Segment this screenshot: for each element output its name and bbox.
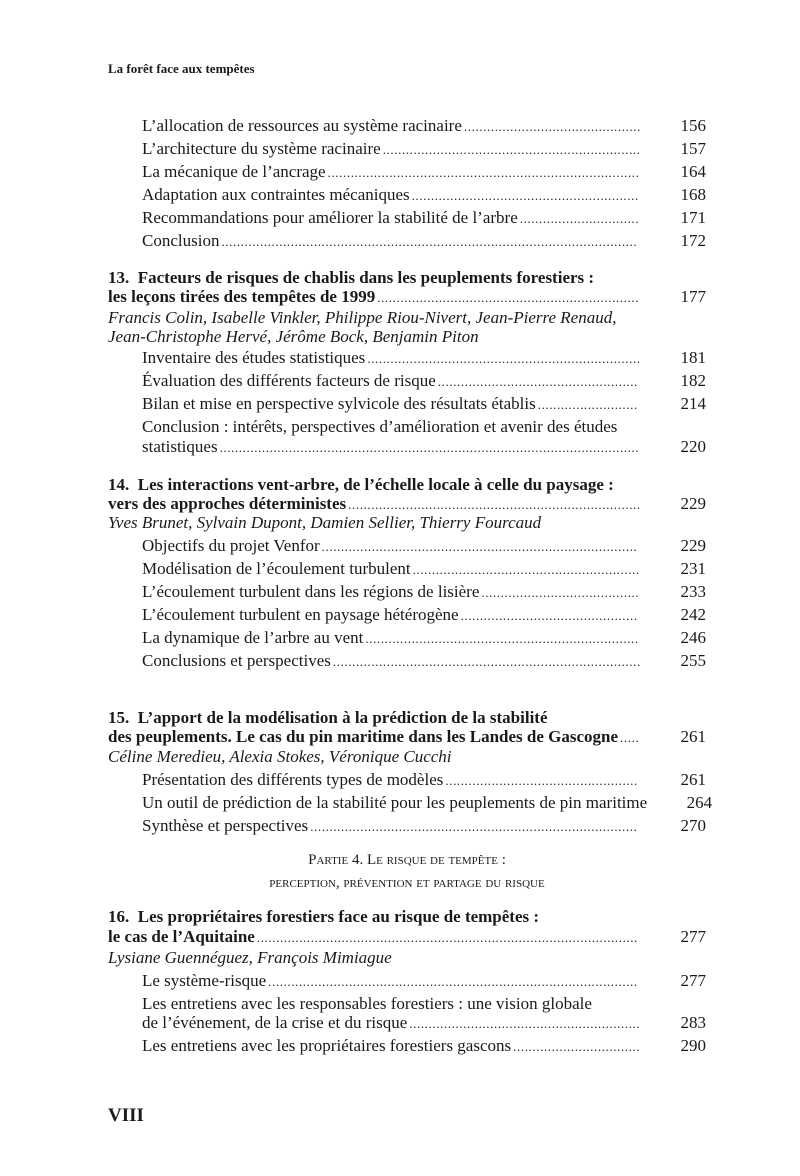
text-content: les leçons tirées des tempêtes de 1999 — [108, 287, 376, 306]
line-text — [142, 232, 219, 250]
page-ref: 168 — [680, 185, 706, 204]
line-text — [269, 874, 544, 892]
page-ref: 231 — [680, 559, 706, 578]
line-text — [142, 560, 411, 578]
page-ref: 277 — [680, 927, 706, 946]
text-content: L’écoulement turbulent en paysage hétérogène — [142, 605, 459, 624]
dot-leader: .............................................. — [460, 608, 638, 623]
text-content: Le système-risque — [142, 971, 267, 990]
toc-entry — [142, 232, 706, 250]
toc-entry — [142, 372, 706, 390]
chapter-authors — [108, 309, 706, 327]
text-content: Les propriétaires forestiers face au risque de tempêtes : — [137, 907, 540, 926]
page-ref: 229 — [680, 536, 706, 555]
text-content: La dynamique de l’arbre au vent — [142, 628, 364, 647]
chapter-title — [108, 908, 706, 926]
text-content: vers des approches déterministes — [108, 494, 347, 513]
dot-leader: ................................. — [513, 1039, 641, 1054]
toc-entry — [142, 629, 706, 647]
page-ref: 172 — [680, 231, 706, 250]
toc-entry — [142, 438, 706, 456]
line-text — [142, 629, 363, 647]
toc-entry — [142, 771, 706, 789]
text-content: perception, prévention et partage du risque — [269, 875, 545, 891]
line-text — [142, 583, 479, 601]
page-ref: 220 — [680, 437, 706, 456]
text-content: Conclusion — [142, 231, 220, 250]
dot-leader: ......................................... — [481, 585, 640, 600]
part-heading — [108, 851, 706, 869]
page-ref: 164 — [680, 162, 706, 181]
line-text — [108, 748, 452, 766]
chapter-authors — [108, 949, 706, 967]
text-content: Recommandations pour améliorer la stabilité de l’arbre — [142, 208, 518, 227]
text-content: Conclusions et perspectives — [142, 651, 331, 670]
toc-entry — [142, 583, 706, 601]
toc-entry — [142, 606, 706, 624]
page-ref: 177 — [680, 287, 706, 306]
page-ref: 270 — [680, 816, 706, 835]
dot-leader: ............................................................................................................ — [221, 234, 638, 249]
line-text — [108, 495, 346, 513]
dot-leader: ....................................................................... — [367, 351, 641, 366]
chapter-title — [108, 495, 706, 513]
page-ref: 277 — [680, 971, 706, 990]
text-content: Évaluation des différents facteurs de risque — [142, 371, 436, 390]
chapter-number: 16. — [108, 907, 130, 926]
dot-leader: ........................................................... — [412, 562, 640, 577]
toc-entry — [142, 1014, 706, 1032]
page-ref: 229 — [680, 494, 706, 513]
line-text — [142, 438, 218, 456]
dot-leader: .................................................................................. — [321, 539, 638, 554]
text-content: le cas de l’Aquitaine — [108, 927, 255, 946]
toc-entry — [142, 560, 706, 578]
page-ref: 264 — [686, 793, 713, 812]
text-content: L’architecture du système racinaire — [142, 139, 381, 158]
line-text — [142, 652, 331, 670]
dot-leader: ....................................................................... — [365, 631, 639, 646]
chapter-title — [108, 476, 706, 494]
line-text — [142, 209, 518, 227]
dot-leader: ............................................................ — [409, 1016, 641, 1031]
toc-entry — [142, 395, 706, 413]
toc-entry — [142, 972, 706, 990]
page-ref: 171 — [680, 208, 706, 227]
chapter-title — [108, 288, 706, 306]
part-heading — [108, 874, 706, 892]
toc-entry — [142, 1037, 706, 1055]
dot-leader: .............................................. — [463, 119, 641, 134]
line-text — [108, 328, 479, 346]
dot-leader: .......................... — [537, 397, 638, 412]
chapter-title — [108, 709, 706, 727]
toc-entry — [142, 995, 706, 1013]
line-text — [108, 908, 539, 926]
text-content: Objectifs du projet Venfor — [142, 536, 320, 555]
toc-entry — [142, 209, 706, 227]
dot-leader: ..................................................................................... — [310, 819, 638, 834]
toc-entry — [142, 817, 706, 835]
line-text — [142, 817, 308, 835]
text-content: Bilan et mise en perspective sylvicole des résultats établis — [142, 394, 536, 413]
running-head: La forêt face aux tempêtes — [108, 61, 255, 76]
page-ref: 181 — [680, 348, 706, 367]
text-content: Francis Colin, Isabelle Vinkler, Philippe Riou-Nivert, Jean-Pierre Renaud, — [108, 308, 617, 327]
line-text — [142, 349, 365, 367]
toc-entry — [142, 117, 706, 135]
page-ref: 261 — [680, 727, 706, 746]
page-number-folio: VIII — [108, 1105, 144, 1126]
page-ref: 214 — [680, 394, 706, 413]
line-text — [108, 928, 255, 946]
line-text — [142, 395, 536, 413]
dot-leader: ................................................................................ — [332, 654, 641, 669]
line-text — [108, 288, 375, 306]
chapter-title — [108, 269, 706, 287]
text-content: Les interactions vent-arbre, de l’échelle locale à celle du paysage : — [137, 475, 614, 494]
text-content: Jean-Christophe Hervé, Jérôme Bock, Benjamin Piton — [108, 327, 479, 346]
dot-leader: .................................................................... — [377, 290, 640, 305]
chapter-number: 15. — [108, 708, 130, 727]
line-text — [142, 1014, 407, 1032]
text-content: des peuplements. Le cas du pin maritime dans les Landes de Gascogne — [108, 727, 619, 746]
line-text — [142, 771, 443, 789]
line-text — [142, 537, 320, 555]
text-content: Un outil de prédiction de la stabilité pour les peuplements de pin maritime — [142, 793, 648, 812]
text-content: Les entretiens avec les propriétaires forestiers gascons — [142, 1036, 512, 1055]
line-text — [142, 163, 326, 181]
page-ref: 233 — [680, 582, 706, 601]
text-content: Conclusion : intérêts, perspectives d’amélioration et avenir des études — [142, 417, 618, 436]
page-ref: 182 — [680, 371, 706, 390]
page-ref: 242 — [680, 605, 706, 624]
chapter-authors — [108, 748, 706, 766]
line-text — [108, 949, 392, 967]
page-ref: 157 — [680, 139, 706, 158]
chapter-title — [108, 728, 706, 746]
text-content: L’allocation de ressources au système racinaire — [142, 116, 462, 135]
dot-leader: .................................................. — [445, 773, 638, 788]
text-content: de l’événement, de la crise et du risque — [142, 1013, 408, 1032]
text-content: La mécanique de l’ancrage — [142, 162, 326, 181]
line-text — [108, 709, 548, 727]
line-text — [142, 606, 459, 624]
toc-entry — [142, 349, 706, 367]
toc-entry — [142, 793, 713, 812]
page-ref: 261 — [680, 770, 706, 789]
dot-leader: ................................................................................................... — [256, 930, 639, 945]
chapter-authors — [108, 328, 706, 346]
toc-entry — [142, 418, 706, 436]
toc-entry — [142, 163, 706, 181]
line-text — [142, 794, 647, 812]
line-text — [142, 1037, 511, 1055]
line-text — [142, 972, 266, 990]
toc-entry — [142, 652, 706, 670]
dot-leader: ............................... — [519, 211, 640, 226]
text-content: Modélisation de l’écoulement turbulent — [142, 559, 411, 578]
dot-leader: ............................................................................ — [348, 497, 641, 512]
dot-leader: .................................................... — [437, 374, 638, 389]
toc-entry — [142, 537, 706, 555]
text-content: Céline Meredieu, Alexia Stokes, Véronique Cucchi — [108, 747, 452, 766]
text-content: Partie 4. Le risque de tempête : — [308, 852, 506, 868]
line-text — [142, 186, 410, 204]
text-content: Les entretiens avec les responsables forestiers : une vision globale — [142, 994, 592, 1013]
text-content: Inventaire des études statistiques — [142, 348, 366, 367]
line-text — [142, 995, 592, 1013]
chapter-number: 14. — [108, 475, 130, 494]
dot-leader: ................................................................................. — [327, 165, 640, 180]
dot-leader: ........................................................... — [411, 188, 639, 203]
page-ref: 290 — [680, 1036, 706, 1055]
line-text — [108, 728, 618, 746]
text-content: statistiques — [142, 437, 218, 456]
dot-leader: ................................................................... — [382, 142, 641, 157]
text-content: Présentation des différents types de modèles — [142, 770, 444, 789]
text-content: L’écoulement turbulent dans les régions de lisière — [142, 582, 480, 601]
line-text — [108, 476, 614, 494]
dot-leader: ................................................................................................ — [268, 974, 638, 989]
line-text — [108, 269, 594, 287]
page-ref: 255 — [680, 651, 706, 670]
line-text — [142, 140, 381, 158]
text-content: Lysiane Guennéguez, François Mimiague — [108, 948, 392, 967]
text-content: Facteurs de risques de chablis dans les peuplements forestiers : — [137, 268, 595, 287]
page-ref: 283 — [680, 1013, 706, 1032]
chapter-title — [108, 928, 706, 946]
dot-leader: ..... — [620, 730, 640, 745]
page-ref: 246 — [680, 628, 706, 647]
text-content: L’apport de la modélisation à la prédiction de la stabilité — [137, 708, 548, 727]
line-text — [108, 309, 616, 327]
text-content: Yves Brunet, Sylvain Dupont, Damien Sellier, Thierry Fourcaud — [108, 513, 542, 532]
toc-entry — [142, 140, 706, 158]
chapter-number: 13. — [108, 268, 130, 287]
line-text — [308, 851, 506, 869]
toc-entry — [142, 186, 706, 204]
line-text — [108, 514, 541, 532]
dot-leader: ............................................................................................................. — [219, 440, 640, 455]
page-ref: 156 — [680, 116, 706, 135]
line-text — [142, 418, 617, 436]
line-text — [142, 372, 436, 390]
line-text — [142, 117, 462, 135]
chapter-authors — [108, 514, 706, 532]
text-content: Synthèse et perspectives — [142, 816, 309, 835]
text-content: Adaptation aux contraintes mécaniques — [142, 185, 410, 204]
